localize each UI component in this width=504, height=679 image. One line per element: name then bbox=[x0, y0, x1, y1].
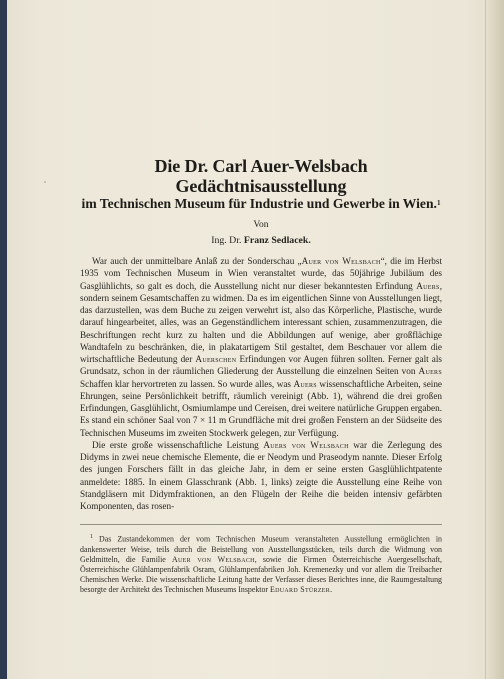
footnote-text bbox=[80, 535, 442, 594]
article-subtitle-text: im Technischen Museum für Industrie und Gewerbe in Wien. bbox=[81, 196, 437, 211]
small-caps-name: Auerschen bbox=[195, 354, 237, 364]
byline-von: Von bbox=[253, 220, 269, 230]
text-run: , sondern seinem Gesamtschaffen zu widmen. Da es im eigentlichen Sinne von Ausstellungen liegt, das darzustellen, was dem Buche zu zeigen verwehrt ist, also das Körperliche, Plastische, wurde darauf hingearbeitet, alles, was an Gegenständlichem interessant schien, zusammenzutragen, die Beschriftungen recht kurz zu halten und die Abbildungen auf wenige, aber großflächige Wandtafeln zu beschränken, die, in plakatartigem Stil gestaltet, dem Beschauer vor allem die wirtschaftliche Bedeutung der bbox=[80, 280, 442, 364]
small-caps-name: Auers bbox=[416, 280, 440, 291]
text-run: War auch der unmittelbare Anlaß zu der Sonderschau „ bbox=[92, 256, 302, 266]
body-paragraph bbox=[80, 255, 442, 439]
text-run: “, die im Herbst 1935 vom Technischen Museum in Wien veranstaltet wurde, das 50jährige Jubiläum des Gasglühlichts, so galt es doch, die Ausstellung nicht nur dieser bekanntesten Erfindung bbox=[80, 256, 443, 291]
text-run: Erfindungen vor Augen führen sollten. Ferner galt als Grundsatz, schon in der räumlichen Gliederung der Ausstellung die einzelnen Seiten von bbox=[80, 354, 442, 377]
footnote-divider bbox=[80, 524, 442, 525]
text-run: war die Zerlegung des Didyms in zwei neue chemische Elemente, die er Neodym und Praseodym nannte. Dieser Erfolg des jungen Forschers fällt in das gleiche Jahr, in dem er seine ersten Gasglühlichtpatente anmeldete: 1885. In einem Glasschrank (Abb. 1, links) zeigte die Ausstellung eine Reihe von Standgläsern mit Didymfraktionen, an den Flügeln der Reihe die beiden intensiv gefärbten Komponenten, das rosen- bbox=[80, 439, 442, 511]
text-run: Das Zustandekommen der vom Technischen Museum veranstalteten Ausstellung ermöglichten in dankenswerter Weise, teils durch die Beistellung von Ausstellungsstücken, teils durch die Widmung von Geldmitteln, die Familie bbox=[80, 534, 442, 564]
small-caps-name: Auer von Welsbach bbox=[171, 554, 255, 564]
footnote-mark: 1 bbox=[90, 534, 93, 541]
footnote bbox=[80, 532, 442, 595]
footnote-reference[interactable]: 1 bbox=[436, 199, 441, 207]
article bbox=[80, 156, 442, 595]
text-run: . bbox=[330, 584, 333, 594]
article-title: Die Dr. Carl Auer-Welsbach Gedächtnisausstellung bbox=[154, 156, 368, 196]
small-caps-name: Auer von Welsbach bbox=[301, 256, 381, 266]
small-caps-name: Auers bbox=[418, 366, 442, 377]
book-binding-edge bbox=[0, 0, 7, 679]
small-caps-name: Auers von Welsbach bbox=[263, 439, 349, 450]
article-body bbox=[80, 255, 442, 512]
text-run: , sowie die Firmen Österreichische Auergesellschaft, Österreichische Glühlampenfabrik Osram, Glühlampenfabriken Joh. Kremenezky und vor allem die Treibacher Chemischen Werke. Die wissenschaftliche Leitung hatte der Verfasser dieses Berichtes inne, die Raumgestaltung besorgte der Architekt des Technischen Museums Inspektor bbox=[80, 554, 442, 594]
author-prefix: Ing. Dr. bbox=[211, 235, 242, 246]
article-subtitle bbox=[80, 196, 442, 212]
paper-speck bbox=[44, 181, 46, 183]
small-caps-name: Eduard Stürzer bbox=[270, 584, 331, 594]
author-line bbox=[80, 234, 442, 247]
body-paragraph bbox=[80, 439, 442, 513]
small-caps-name: Auers bbox=[293, 378, 317, 389]
text-run: wissenschaftliche Arbeiten, seine Ehrungen, seine Persönlichkeit betrifft, räumlich vereinigt (Abb. 1), während die drei großen Erfindungen, Gasglühlicht, Osmiumlampe und Cereisen, drei weitere natürliche Gruppen ergaben. Es stand ein schöner Saal von 7 × 11 m Grundfläche mit drei großen Fenstern an der Südseite des Technischen Museums im zweiten Stockwerk gelegen, zur Verfügung. bbox=[80, 378, 442, 438]
author-name: Franz Sedlacek. bbox=[243, 235, 311, 246]
text-run: Schaffen klar hervortreten zu lassen. So wurde alles, was bbox=[80, 378, 294, 389]
text-run: Die erste große wissenschaftliche Leistung bbox=[92, 439, 264, 450]
page-edge-shadow bbox=[485, 0, 504, 679]
